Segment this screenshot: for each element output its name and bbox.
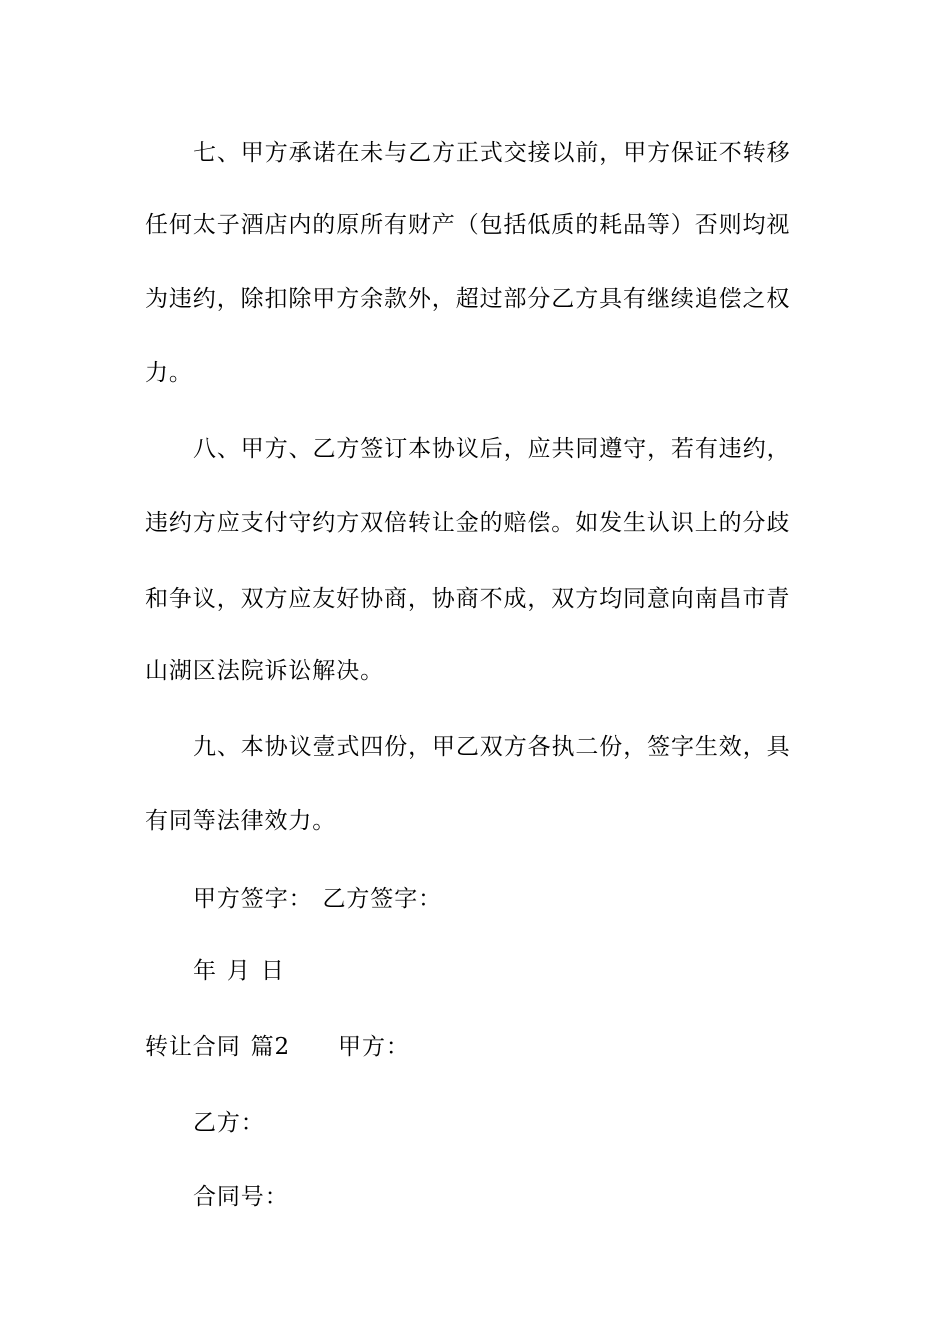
date-month-label: 月 <box>226 958 251 984</box>
contract-2-section: 篇2 <box>250 1034 291 1060</box>
party-a-signature-label: 甲方签字： <box>193 886 313 912</box>
clause-7-line-3: 为违约，除扣除甲方余款外，超过部分乙方具有继续追偿之权 <box>145 286 791 312</box>
clause-7-line-1: 七、甲方承诺在未与乙方正式交接以前，甲方保证不转移 <box>193 140 791 166</box>
clause-9-line-1: 九、本协议壹式四份，甲乙双方各执二份，签字生效，具 <box>193 734 791 760</box>
contract-2-number-label: 合同号： <box>193 1184 289 1210</box>
date-line <box>193 956 285 986</box>
contract-2-heading <box>145 1032 410 1062</box>
contract-2-party-a-label: 甲方： <box>338 1034 410 1060</box>
clause-8-line-2: 违约方应支付守约方双倍转让金的赔偿。如发生认识上的分歧 <box>145 510 791 536</box>
clause-8-line-4: 山湖区法院诉讼解决。 <box>145 658 384 684</box>
party-b-signature-label: 乙方签字： <box>322 886 442 912</box>
clause-8-line-3: 和争议，双方应友好协商，协商不成，双方均同意向南昌市青 <box>145 586 791 612</box>
clause-7-line-2: 任何太子酒店内的原所有财产（包括低质的耗品等）否则均视 <box>145 212 791 238</box>
contract-2-title: 转让合同 <box>145 1034 241 1060</box>
clause-8-line-1: 八、甲方、乙方签订本协议后，应共同遵守，若有违约， <box>193 436 791 462</box>
signature-line <box>193 884 442 914</box>
contract-2-party-b-label: 乙方： <box>193 1110 265 1136</box>
date-year-label: 年 <box>193 958 217 984</box>
clause-7-line-4: 力。 <box>145 360 193 386</box>
clause-9-line-2: 有同等法律效力。 <box>145 808 337 834</box>
date-day-label: 日 <box>260 958 285 984</box>
